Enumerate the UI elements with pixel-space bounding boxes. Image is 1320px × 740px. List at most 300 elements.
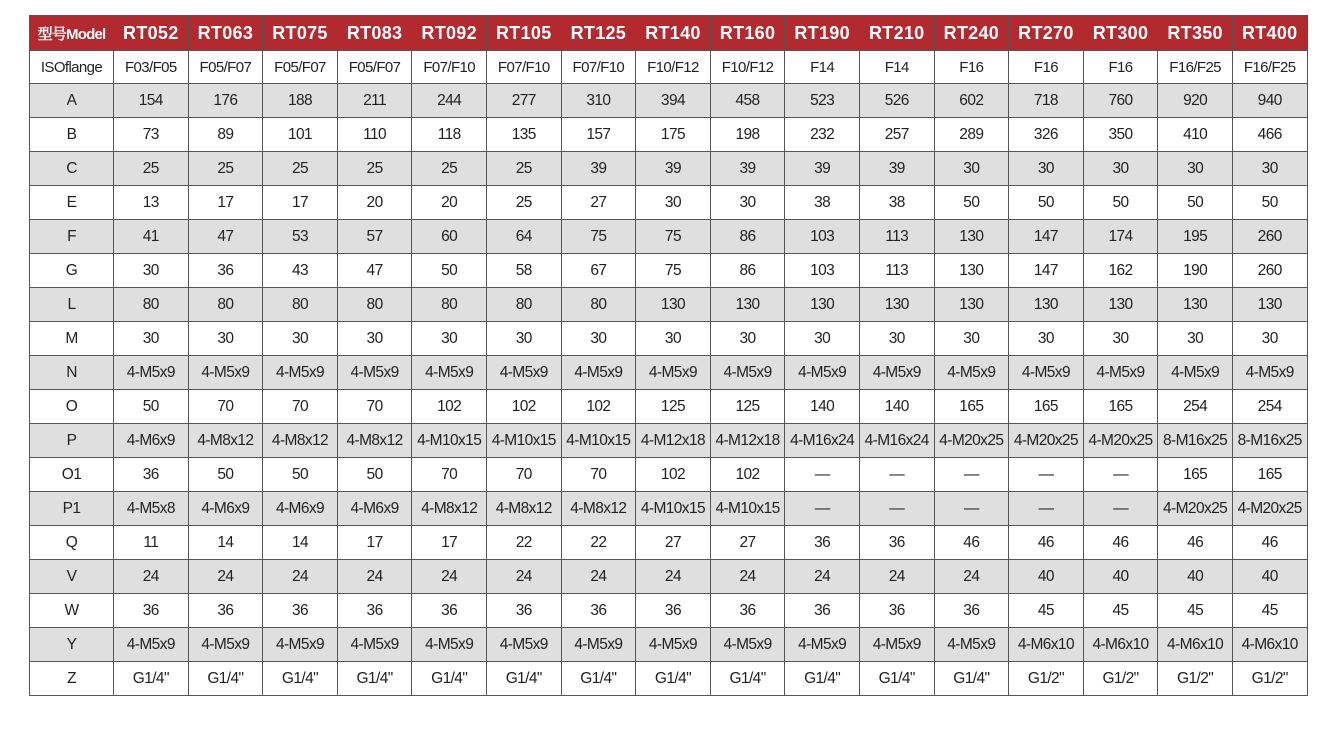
table-cell: 24 — [188, 560, 263, 594]
table-cell: 24 — [114, 560, 189, 594]
table-cell: 36 — [636, 594, 711, 628]
table-cell: 47 — [188, 220, 263, 254]
model-header-cell: RT210 — [859, 16, 934, 51]
table-cell: 30 — [1009, 152, 1084, 186]
table-cell: 30 — [1232, 152, 1307, 186]
table-cell: 244 — [412, 84, 487, 118]
table-cell: 45 — [1232, 594, 1307, 628]
table-cell: 24 — [636, 560, 711, 594]
table-cell: 147 — [1009, 254, 1084, 288]
table-cell: 4-M10x15 — [561, 424, 636, 458]
table-cell: 4-M6x10 — [1083, 628, 1158, 662]
table-cell: 147 — [1009, 220, 1084, 254]
table-cell: 50 — [1009, 186, 1084, 220]
row-label-cell: L — [30, 288, 114, 322]
table-cell: 154 — [114, 84, 189, 118]
table-row — [30, 424, 1308, 458]
table-cell: 40 — [1232, 560, 1307, 594]
table-cell: 254 — [1158, 390, 1233, 424]
table-cell: 30 — [114, 254, 189, 288]
table-cell: 4-M5x9 — [934, 356, 1009, 390]
table-cell: 102 — [486, 390, 561, 424]
table-cell: 39 — [561, 152, 636, 186]
table-cell: 4-M8x12 — [561, 492, 636, 526]
table-cell: 130 — [934, 220, 1009, 254]
model-header-cell: RT160 — [710, 16, 785, 51]
model-header-cell: RT105 — [486, 16, 561, 51]
table-cell: 4-M6x10 — [1158, 628, 1233, 662]
row-label-cell: P — [30, 424, 114, 458]
table-row — [30, 458, 1308, 492]
model-header-cell: RT140 — [636, 16, 711, 51]
table-row — [30, 662, 1308, 696]
table-cell: 45 — [1158, 594, 1233, 628]
table-cell: 30 — [561, 322, 636, 356]
table-cell: 36 — [114, 458, 189, 492]
table-cell: 30 — [710, 186, 785, 220]
table-cell: 466 — [1232, 118, 1307, 152]
table-cell: 102 — [710, 458, 785, 492]
table-row — [30, 118, 1308, 152]
table-cell: 101 — [263, 118, 338, 152]
table-cell: — — [934, 492, 1009, 526]
table-cell: 47 — [337, 254, 412, 288]
table-cell: 4-M5x9 — [188, 628, 263, 662]
table-cell: 36 — [859, 594, 934, 628]
table-row — [30, 356, 1308, 390]
table-cell: 24 — [263, 560, 338, 594]
table-cell: 50 — [1158, 186, 1233, 220]
table-cell: 4-M20x25 — [1083, 424, 1158, 458]
table-cell: 4-M5x9 — [636, 356, 711, 390]
table-cell: 41 — [114, 220, 189, 254]
table-cell: 14 — [263, 526, 338, 560]
table-cell: 46 — [1232, 526, 1307, 560]
table-cell: 4-M5x9 — [561, 628, 636, 662]
table-cell: 4-M5x8 — [114, 492, 189, 526]
table-cell: 30 — [636, 186, 711, 220]
table-cell: 25 — [412, 152, 487, 186]
table-row — [30, 322, 1308, 356]
table-cell: 140 — [859, 390, 934, 424]
table-cell: G1/4" — [710, 662, 785, 696]
table-cell: 24 — [859, 560, 934, 594]
row-label-cell: Q — [30, 526, 114, 560]
table-cell: 920 — [1158, 84, 1233, 118]
table-cell: 70 — [561, 458, 636, 492]
table-cell: G1/4" — [859, 662, 934, 696]
table-cell: 24 — [785, 560, 860, 594]
table-cell: 4-M8x12 — [337, 424, 412, 458]
row-label-cell: C — [30, 152, 114, 186]
table-cell: F07/F10 — [486, 51, 561, 84]
table-cell: 165 — [1083, 390, 1158, 424]
table-cell: 118 — [412, 118, 487, 152]
table-cell: 4-M6x9 — [263, 492, 338, 526]
table-cell: 86 — [710, 254, 785, 288]
table-cell: 4-M5x9 — [934, 628, 1009, 662]
table-cell: 760 — [1083, 84, 1158, 118]
table-cell: 25 — [263, 152, 338, 186]
table-cell: 4-M20x25 — [1158, 492, 1233, 526]
table-cell: 57 — [337, 220, 412, 254]
table-cell: 130 — [785, 288, 860, 322]
table-cell: 73 — [114, 118, 189, 152]
model-header-cell: RT063 — [188, 16, 263, 51]
table-cell: 30 — [1009, 322, 1084, 356]
table-cell: 718 — [1009, 84, 1084, 118]
row-label-cell: A — [30, 84, 114, 118]
table-cell: 4-M10x15 — [486, 424, 561, 458]
table-cell: 40 — [1009, 560, 1084, 594]
table-row — [30, 628, 1308, 662]
table-cell: 103 — [785, 220, 860, 254]
table-cell: 36 — [188, 254, 263, 288]
table-cell: 80 — [263, 288, 338, 322]
table-row — [30, 492, 1308, 526]
table-cell: 39 — [785, 152, 860, 186]
table-cell: 80 — [188, 288, 263, 322]
table-cell: F16/F25 — [1232, 51, 1307, 84]
table-cell: 260 — [1232, 254, 1307, 288]
table-cell: 4-M5x9 — [486, 628, 561, 662]
row-label-cell: O — [30, 390, 114, 424]
table-row — [30, 560, 1308, 594]
model-header-cell: RT190 — [785, 16, 860, 51]
table-cell: 25 — [486, 186, 561, 220]
table-cell: 130 — [1158, 288, 1233, 322]
table-cell: 4-M12x18 — [710, 424, 785, 458]
row-label-cell: Y — [30, 628, 114, 662]
table-cell: 188 — [263, 84, 338, 118]
table-cell: 198 — [710, 118, 785, 152]
table-cell: — — [859, 492, 934, 526]
table-cell: 39 — [859, 152, 934, 186]
table-cell: 4-M6x9 — [114, 424, 189, 458]
table-cell: 58 — [486, 254, 561, 288]
table-cell: 50 — [934, 186, 1009, 220]
table-cell: — — [1083, 492, 1158, 526]
table-cell: 125 — [710, 390, 785, 424]
table-cell: G1/4" — [412, 662, 487, 696]
table-cell: 75 — [636, 220, 711, 254]
row-label-cell: P1 — [30, 492, 114, 526]
table-cell: 30 — [114, 322, 189, 356]
table-cell: 30 — [1083, 322, 1158, 356]
table-cell: 4-M5x9 — [710, 628, 785, 662]
table-row — [30, 220, 1308, 254]
table-cell: 4-M8x12 — [263, 424, 338, 458]
table-cell: 130 — [1009, 288, 1084, 322]
table-cell: 30 — [263, 322, 338, 356]
table-cell: 175 — [636, 118, 711, 152]
table-cell: 4-M5x9 — [114, 628, 189, 662]
table-cell: 4-M8x12 — [486, 492, 561, 526]
table-cell: 24 — [486, 560, 561, 594]
table-cell: 103 — [785, 254, 860, 288]
table-cell: 30 — [785, 322, 860, 356]
table-cell: 80 — [114, 288, 189, 322]
table-cell: 140 — [785, 390, 860, 424]
table-cell: 50 — [337, 458, 412, 492]
table-cell: 80 — [337, 288, 412, 322]
table-cell: 4-M5x9 — [188, 356, 263, 390]
table-cell: G1/4" — [561, 662, 636, 696]
table-cell: 102 — [412, 390, 487, 424]
row-label-cell: G — [30, 254, 114, 288]
table-cell: 4-M6x10 — [1232, 628, 1307, 662]
table-cell: 40 — [1083, 560, 1158, 594]
table-cell: 70 — [263, 390, 338, 424]
table-cell: 4-M8x12 — [412, 492, 487, 526]
table-cell: 30 — [412, 322, 487, 356]
table-cell: 38 — [859, 186, 934, 220]
row-label-cell: N — [30, 356, 114, 390]
table-cell: 20 — [337, 186, 412, 220]
table-cell: 130 — [1083, 288, 1158, 322]
table-cell: 50 — [188, 458, 263, 492]
table-cell: 17 — [188, 186, 263, 220]
table-cell: 130 — [934, 254, 1009, 288]
table-cell: F14 — [859, 51, 934, 84]
table-cell: 46 — [1009, 526, 1084, 560]
row-label-cell: V — [30, 560, 114, 594]
table-cell: 4-M5x9 — [561, 356, 636, 390]
table-cell: — — [859, 458, 934, 492]
model-header-cell: RT240 — [934, 16, 1009, 51]
table-cell: 113 — [859, 220, 934, 254]
table-cell: 4-M12x18 — [636, 424, 711, 458]
table-cell: 46 — [1158, 526, 1233, 560]
table-cell: F05/F07 — [263, 51, 338, 84]
table-cell: 4-M5x9 — [337, 628, 412, 662]
table-cell: 20 — [412, 186, 487, 220]
table-cell: 50 — [1232, 186, 1307, 220]
table-cell: 36 — [263, 594, 338, 628]
table-cell: 350 — [1083, 118, 1158, 152]
table-cell: 4-M5x9 — [412, 356, 487, 390]
table-cell: 80 — [561, 288, 636, 322]
table-cell: G1/4" — [114, 662, 189, 696]
table-cell: — — [785, 492, 860, 526]
table-cell: 4-M5x9 — [1083, 356, 1158, 390]
table-cell: 40 — [1158, 560, 1233, 594]
table-cell: 4-M20x25 — [1009, 424, 1084, 458]
table-cell: 125 — [636, 390, 711, 424]
table-cell: 36 — [710, 594, 785, 628]
table-cell: 36 — [785, 526, 860, 560]
table-cell: 17 — [337, 526, 412, 560]
table-cell: G1/4" — [263, 662, 338, 696]
table-cell: 30 — [710, 322, 785, 356]
table-cell: G1/4" — [636, 662, 711, 696]
table-cell: — — [1009, 458, 1084, 492]
table-cell: 190 — [1158, 254, 1233, 288]
model-header-cell: RT075 — [263, 16, 338, 51]
table-cell: 36 — [486, 594, 561, 628]
model-header-cell: RT300 — [1083, 16, 1158, 51]
table-cell: 458 — [710, 84, 785, 118]
table-cell: F03/F05 — [114, 51, 189, 84]
table-cell: 526 — [859, 84, 934, 118]
table-cell: 24 — [337, 560, 412, 594]
table-cell: 75 — [561, 220, 636, 254]
model-header-cell: RT350 — [1158, 16, 1233, 51]
table-cell: 130 — [636, 288, 711, 322]
table-cell: 162 — [1083, 254, 1158, 288]
table-cell: 130 — [859, 288, 934, 322]
table-cell: 50 — [412, 254, 487, 288]
table-row — [30, 594, 1308, 628]
table-cell: 211 — [337, 84, 412, 118]
table-cell: 176 — [188, 84, 263, 118]
table-cell: 4-M5x9 — [1232, 356, 1307, 390]
table-cell: 24 — [561, 560, 636, 594]
table-cell: F14 — [785, 51, 860, 84]
table-cell: F10/F12 — [710, 51, 785, 84]
table-cell: 30 — [859, 322, 934, 356]
table-cell: 8-M16x25 — [1232, 424, 1307, 458]
table-cell: 27 — [710, 526, 785, 560]
table-cell: G1/4" — [785, 662, 860, 696]
table-cell: F10/F12 — [636, 51, 711, 84]
table-cell: 27 — [636, 526, 711, 560]
table-cell: 165 — [1009, 390, 1084, 424]
table-cell: 36 — [561, 594, 636, 628]
model-header-cell: RT092 — [412, 16, 487, 51]
table-cell: 110 — [337, 118, 412, 152]
table-cell: 4-M8x12 — [188, 424, 263, 458]
table-cell: 30 — [1158, 152, 1233, 186]
model-header-cell: RT052 — [114, 16, 189, 51]
table-cell: 4-M5x9 — [114, 356, 189, 390]
table-cell: 4-M5x9 — [636, 628, 711, 662]
table-cell: 70 — [486, 458, 561, 492]
table-cell: 4-M5x9 — [263, 356, 338, 390]
table-cell: 4-M16x24 — [859, 424, 934, 458]
table-cell: 102 — [636, 458, 711, 492]
row-label-cell: F — [30, 220, 114, 254]
table-cell: F16 — [1009, 51, 1084, 84]
table-cell: 36 — [337, 594, 412, 628]
table-cell: 39 — [636, 152, 711, 186]
table-cell: 4-M5x9 — [785, 628, 860, 662]
model-header-cell: RT400 — [1232, 16, 1307, 51]
row-label-cell: Z — [30, 662, 114, 696]
table-cell: 17 — [263, 186, 338, 220]
table-cell: 60 — [412, 220, 487, 254]
table-cell: 4-M20x25 — [1232, 492, 1307, 526]
table-cell: 38 — [785, 186, 860, 220]
table-cell: 130 — [710, 288, 785, 322]
table-cell: 4-M5x9 — [710, 356, 785, 390]
table-cell: 4-M5x9 — [859, 356, 934, 390]
table-row — [30, 390, 1308, 424]
table-cell: 30 — [636, 322, 711, 356]
table-cell: 4-M6x9 — [188, 492, 263, 526]
table-cell: 25 — [114, 152, 189, 186]
table-cell: 25 — [486, 152, 561, 186]
header-label-cell: 型号Model — [30, 16, 114, 51]
table-cell: 130 — [1232, 288, 1307, 322]
table-cell: 25 — [188, 152, 263, 186]
table-cell: 50 — [114, 390, 189, 424]
table-cell: 75 — [636, 254, 711, 288]
table-cell: 36 — [412, 594, 487, 628]
table-cell: 36 — [934, 594, 1009, 628]
table-cell: F16 — [1083, 51, 1158, 84]
row-label-cell: W — [30, 594, 114, 628]
table-cell: 22 — [561, 526, 636, 560]
table-cell: F16/F25 — [1158, 51, 1233, 84]
table-cell: 232 — [785, 118, 860, 152]
table-cell: 165 — [934, 390, 1009, 424]
table-cell: 24 — [710, 560, 785, 594]
table-cell: 195 — [1158, 220, 1233, 254]
table-header-row — [30, 16, 1308, 51]
table-cell: 940 — [1232, 84, 1307, 118]
table-cell: 523 — [785, 84, 860, 118]
model-header-cell: RT270 — [1009, 16, 1084, 51]
table-cell: 165 — [1158, 458, 1233, 492]
table-cell: 4-M10x15 — [710, 492, 785, 526]
table-cell: 89 — [188, 118, 263, 152]
table-cell: 4-M20x25 — [934, 424, 1009, 458]
table-cell: 260 — [1232, 220, 1307, 254]
table-cell: 67 — [561, 254, 636, 288]
table-row — [30, 254, 1308, 288]
table-cell: 46 — [934, 526, 1009, 560]
table-cell: 157 — [561, 118, 636, 152]
table-cell: 45 — [1009, 594, 1084, 628]
table-cell: 30 — [337, 322, 412, 356]
table-cell: 130 — [934, 288, 1009, 322]
table-cell: 86 — [710, 220, 785, 254]
table-cell: 113 — [859, 254, 934, 288]
table-cell: 70 — [412, 458, 487, 492]
table-cell: 30 — [1158, 322, 1233, 356]
table-cell: 17 — [412, 526, 487, 560]
table-cell: 14 — [188, 526, 263, 560]
table-cell: F07/F10 — [561, 51, 636, 84]
table-cell: 326 — [1009, 118, 1084, 152]
table-cell: 36 — [859, 526, 934, 560]
table-cell: G1/2" — [1232, 662, 1307, 696]
table-cell: 36 — [785, 594, 860, 628]
table-cell: 4-M6x9 — [337, 492, 412, 526]
model-header-cell: RT083 — [337, 16, 412, 51]
table-row — [30, 526, 1308, 560]
table-cell: F16 — [934, 51, 1009, 84]
table-cell: 174 — [1083, 220, 1158, 254]
table-cell: 27 — [561, 186, 636, 220]
table-cell: 257 — [859, 118, 934, 152]
table-cell: G1/2" — [1083, 662, 1158, 696]
table-cell: 4-M16x24 — [785, 424, 860, 458]
table-cell: 46 — [1083, 526, 1158, 560]
table-cell: 4-M5x9 — [486, 356, 561, 390]
table-body — [30, 51, 1308, 696]
table-cell: 394 — [636, 84, 711, 118]
table-cell: F05/F07 — [188, 51, 263, 84]
table-cell: 4-M5x9 — [412, 628, 487, 662]
table-cell: 4-M10x15 — [412, 424, 487, 458]
table-cell: 70 — [188, 390, 263, 424]
table-cell: 289 — [934, 118, 1009, 152]
model-header-cell: RT125 — [561, 16, 636, 51]
table-cell: 277 — [486, 84, 561, 118]
table-cell: 36 — [188, 594, 263, 628]
